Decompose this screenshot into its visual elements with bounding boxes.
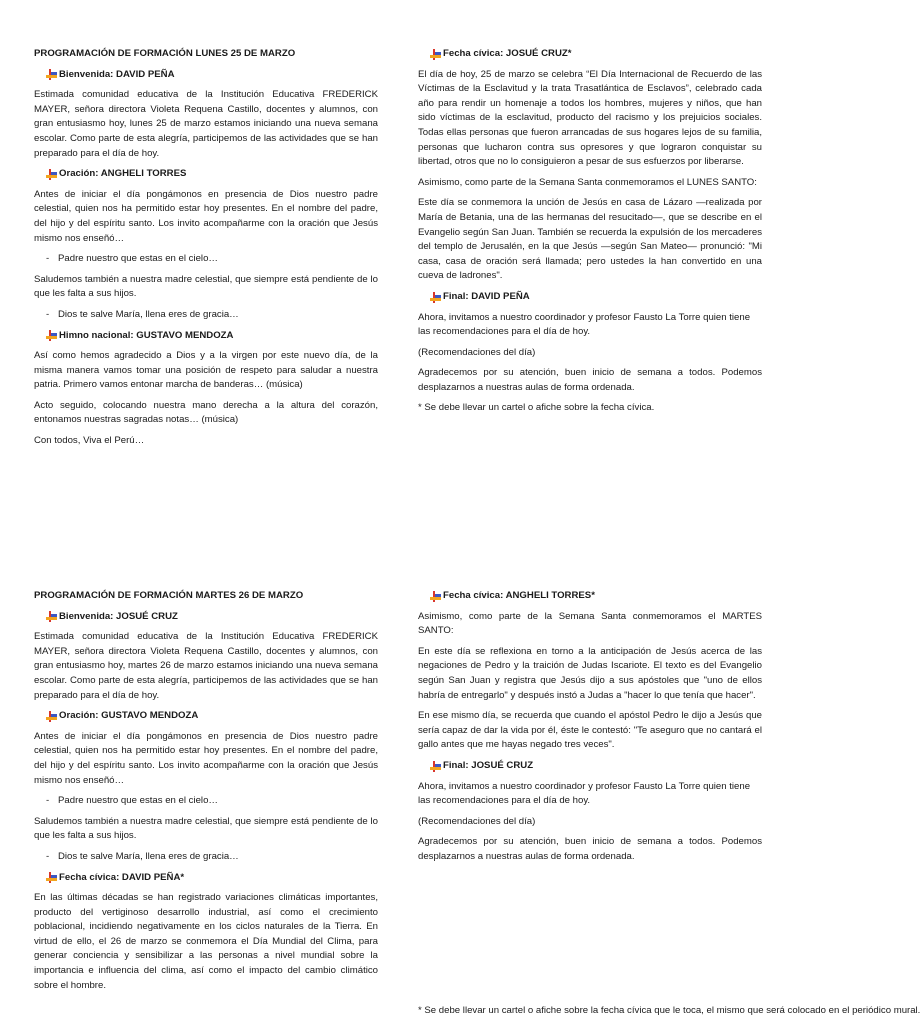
page1-right-column xyxy=(418,47,762,422)
page1-recommendations: (Recomendaciones del día) xyxy=(418,346,536,358)
page2-final-text: Ahora, invitamos a nuestro coordinador y profesor Fausto La Torre quien tiene las recomendaciones para el día de hoy. xyxy=(418,780,751,807)
page1-final-heading: Final: DAVID PEÑA xyxy=(430,290,762,305)
page2-prayer-heading: Oración: GUSTAVO MENDOZA xyxy=(46,709,378,724)
page1-anthem-closing: Con todos, Viva el Perú… xyxy=(34,435,145,447)
page2-mary-bullet: - Dios te salve María, llena eres de gracia… xyxy=(46,850,239,862)
section-marker-icon xyxy=(46,872,57,883)
section-marker-icon xyxy=(46,611,57,622)
page1-prayer-bullet: - Padre nuestro que estas en el cielo… xyxy=(46,253,218,265)
section-marker-icon xyxy=(46,169,57,180)
page1-final-text: Ahora, invitamos a nuestro coordinador y profesor Fausto La Torre quien tiene las recomendaciones para el día de hoy. xyxy=(418,311,751,338)
page2-thanks-text: Agradecemos por su atención, buen inicio de semana a todos. Podemos desplazarnos a nuestras aulas de forma ordenada. xyxy=(418,836,762,862)
page1-left-column xyxy=(34,47,378,455)
section-marker-icon xyxy=(430,761,441,772)
page1-anthem-heading: Himno nacional: GUSTAVO MENDOZA xyxy=(46,329,378,344)
page2-welcome-text: Estimada comunidad educativa de la Institución Educativa FREDERICK MAYER, señora directora Violeta Requena Castillo, docentes y alumnos, con gran entusiasmo hoy, martes 26 de marzo estamos iniciando una nueva semana escolar. Como parte de esta alegría, participemos de las actividades que se han preparado para el día de hoy. xyxy=(34,631,378,701)
page2-civic-heading: Fecha cívica: DAVID PEÑA* xyxy=(46,871,378,886)
page1-anthem-text2: Acto seguido, colocando nuestra mano derecha a la altura del corazón, entonamos nuestras sagradas notas… (música) xyxy=(34,399,378,426)
page2-recommendations: (Recomendaciones del día) xyxy=(418,815,536,827)
page2-left-column xyxy=(34,589,378,993)
page2-title: PROGRAMACIÓN DE FORMACIÓN MARTES 26 DE MARZO xyxy=(34,590,304,601)
section-marker-icon xyxy=(430,292,441,303)
page1-holy-week-text: Este día se conmemora la unción de Jesús en casa de Lázaro —realizada por María de Betania, una de las hermanas del resucitado—, que se describe en el Evangelio según San Juan. También se recuerda la expulsión de los mercaderes del templo de Jerusalén, en la que Jesús —según San Mateo— pronunció: "Mi casa, casa de oración será llamada; pero ustedes la han convertido en una cueva de ladrones". xyxy=(418,197,762,282)
page1-footnote: * Se debe llevar un cartel o afiche sobre la fecha cívica. xyxy=(418,402,655,414)
page1-prayer-text: Antes de iniciar el día pongámonos en presencia de Dios nuestro padre celestial, quien nos ha permitido estar hoy presentes. En el nombre del padre, del hijo y del espíritu santo. Los invito acompañarme con la oración que Jesús mismo nos enseñó… xyxy=(34,188,378,244)
page1-civic-text: El día de hoy, 25 de marzo se celebra “El Día Internacional de Recuerdo de las Víctimas de la Esclavitud y la trata Trasatlántica de Esclavos”, celebrado cada año para rendir un homenaje a todos los hombres, mujeres y niños, que han sido víctimas de la esclavitud, producto del racismo y los prejuicios sociales. Todas ellas personas que fueron arrancadas de sus hogares lejos de su familia, personas que lucharon contra sus opresores y que lograron conquistar su libertad, otros que no lo consiguieron a pesar de sus esfuerzos por liberarse. xyxy=(418,68,762,168)
section-marker-icon xyxy=(46,330,57,341)
page2-holy-week-text: En este día se reflexiona en torno a la anticipación de Jesús acerca de las negaciones de Pedro y la traición de Judas Iscariote. El texto es del Evangelio según San Juan y registra que Jesús dijo a sus apóstoles que "uno de ellos habría de entregarlo" y después instó a Judas a "hacer lo que tenía que hacer". xyxy=(418,645,762,701)
page2-welcome-heading: Bienvenida: JOSUÉ CRUZ xyxy=(46,610,378,625)
page1-anthem-text: Así como hemos agradecido a Dios y a la virgen por este nuevo día, de la misma manera vamos tomar una posición de respeto para saludar a nuestra patria. Primero vamos entonar marcha de banderas… (música) xyxy=(34,350,378,391)
page2-prayer-text: Antes de iniciar el día pongámonos en presencia de Dios nuestro padre celestial, quien nos ha permitido estar hoy presentes. En el nombre del padre, del hijo y del espíritu santo. Los invito acompañarme con la oración que Jesús mismo nos enseñó… xyxy=(34,730,378,786)
page2-final-heading: Final: JOSUÉ CRUZ xyxy=(430,759,762,774)
section-marker-icon xyxy=(430,591,441,602)
page2-mary-text: Saludemos también a nuestra madre celestial, que siempre está pendiente de lo que les falta a sus hijos. xyxy=(34,815,378,842)
page1-mary-bullet: - Dios te salve María, llena eres de gracia… xyxy=(46,308,239,320)
page2-prayer-bullet: - Padre nuestro que estas en el cielo… xyxy=(46,795,218,807)
section-marker-icon xyxy=(430,49,441,60)
page1-welcome-text: Estimada comunidad educativa de la Institución Educativa FREDERICK MAYER, señora directora Violeta Requena Castillo, docentes y alumnos, con gran entusiasmo hoy, lunes 25 de marzo estamos iniciando una nueva semana escolar. Como parte de esta alegría, participemos de las actividades que se han preparado para el día de hoy. xyxy=(34,89,378,159)
page2-civic-text: En las últimas décadas se han registrado variaciones climáticas importantes, producto del vertiginoso desarrollo industrial, así como el crecimiento poblacional, incidiendo negativamente en los ciclos naturales de la Tierra. En virtud de ello, el 26 de marzo se conmemora el Día Mundial del Clima, para generar conciencia y sensibilizar a las personas a nivel mundial sobre la importancia e influencia del clima, así como el impacto del cambio climático sobre el hombre. xyxy=(34,892,378,991)
page2-holy-week-text2: En ese mismo día, se recuerda que cuando el apóstol Pedro le dijo a Jesús que sería capaz de dar la vida por él, éste le contestó: "Te aseguro que no cantará el gallo antes que me hayas negado tres veces". xyxy=(418,710,762,751)
page1-welcome-heading: Bienvenida: DAVID PEÑA xyxy=(46,68,378,83)
page2-holy-week-intro: Asimismo, como parte de la Semana Santa conmemoramos el MARTES SANTO: xyxy=(418,610,762,637)
page1-holy-week-intro: Asimismo, como parte de la Semana Santa conmemoramos el LUNES SANTO: xyxy=(418,176,757,188)
section-marker-icon xyxy=(46,69,57,80)
page2-right-column xyxy=(418,589,762,871)
section-marker-icon xyxy=(46,711,57,722)
page1-thanks-text: Agradecemos por su atención, buen inicio de semana a todos. Podemos desplazarnos a nuestras aulas de forma ordenada. xyxy=(418,367,762,393)
page1-prayer-heading: Oración: ANGHELI TORRES xyxy=(46,167,378,182)
page1-mary-text: Saludemos también a nuestra madre celestial, que siempre está pendiente de lo que les falta a sus hijos. xyxy=(34,273,378,300)
page1-title: PROGRAMACIÓN DE FORMACIÓN LUNES 25 DE MARZO xyxy=(34,48,296,59)
page2-footnote: * Se debe llevar un cartel o afiche sobre la fecha cívica que le toca, el mismo que será colocado en el periódico mural. xyxy=(418,1005,920,1016)
page2-civic-heading-right: Fecha cívica: ANGHELI TORRES* xyxy=(430,589,762,604)
page1-civic-heading: Fecha cívica: JOSUÉ CRUZ* xyxy=(430,47,762,62)
